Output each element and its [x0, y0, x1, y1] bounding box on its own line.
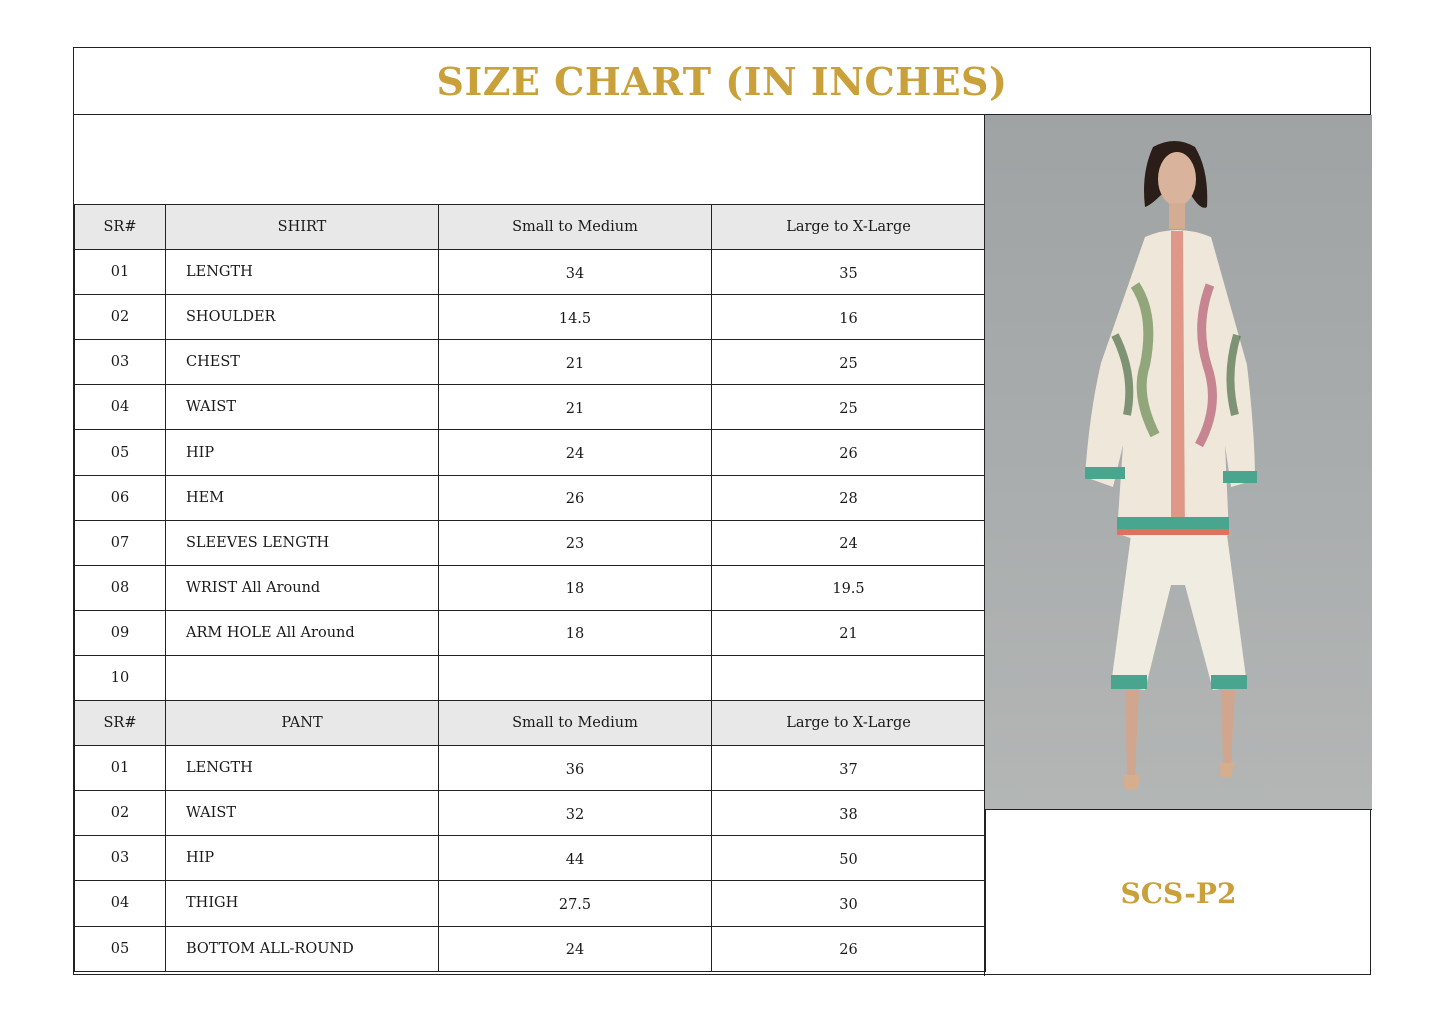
sr-cell: 01 [75, 250, 166, 295]
shirt-small-medium-header: Small to Medium [439, 205, 712, 250]
small-medium-value: 21 [439, 340, 712, 385]
small-medium-value: 36 [439, 746, 712, 791]
measurement-name: WRIST All Around [166, 565, 439, 610]
large-xlarge-value: 21 [712, 610, 986, 655]
sr-cell: 04 [75, 385, 166, 430]
blank-area [74, 115, 984, 204]
measurement-name: HEM [166, 475, 439, 520]
product-code-cell [984, 809, 1372, 976]
large-xlarge-value: 38 [712, 791, 986, 836]
size-chart-frame [73, 47, 1371, 975]
table-row [75, 926, 986, 971]
measurement-name: BOTTOM ALL-ROUND [166, 926, 439, 971]
measurement-name [166, 655, 439, 700]
sr-cell: 02 [75, 791, 166, 836]
small-medium-value: 34 [439, 250, 712, 295]
page-title: SIZE CHART (IN INCHES) [436, 58, 1008, 104]
measurement-name: SHOULDER [166, 295, 439, 340]
size-table [74, 204, 986, 972]
small-medium-value [439, 655, 712, 700]
table-row [75, 475, 986, 520]
measurement-name: HIP [166, 430, 439, 475]
sr-cell: 08 [75, 565, 166, 610]
measurement-name: LENGTH [166, 746, 439, 791]
table-row [75, 610, 986, 655]
measurement-name: SLEEVES LENGTH [166, 520, 439, 565]
large-xlarge-value [712, 655, 986, 700]
table-row [75, 746, 986, 791]
sr-cell: 07 [75, 520, 166, 565]
product-code: SCS-P2 [1120, 876, 1237, 910]
pant-large-xlarge-header: Large to X-Large [712, 701, 986, 746]
measurement-name: CHEST [166, 340, 439, 385]
large-xlarge-value: 50 [712, 836, 986, 881]
small-medium-value: 23 [439, 520, 712, 565]
shirt-header-row [75, 205, 986, 250]
measurement-name: WAIST [166, 385, 439, 430]
small-medium-value: 24 [439, 430, 712, 475]
shirt-item-header: SHIRT [166, 205, 439, 250]
small-medium-value: 24 [439, 926, 712, 971]
table-row [75, 250, 986, 295]
small-medium-value: 26 [439, 475, 712, 520]
sr-cell: 04 [75, 881, 166, 926]
sr-cell: 03 [75, 836, 166, 881]
measurement-name: HIP [166, 836, 439, 881]
table-row [75, 340, 986, 385]
large-xlarge-value: 25 [712, 340, 986, 385]
table-row [75, 295, 986, 340]
sr-cell: 01 [75, 746, 166, 791]
model-photo-image [985, 115, 1372, 810]
large-xlarge-value: 16 [712, 295, 986, 340]
table-row [75, 836, 986, 881]
large-xlarge-value: 37 [712, 746, 986, 791]
pant-item-header: PANT [166, 701, 439, 746]
large-xlarge-value: 25 [712, 385, 986, 430]
large-xlarge-value: 26 [712, 430, 986, 475]
small-medium-value: 32 [439, 791, 712, 836]
small-medium-value: 21 [439, 385, 712, 430]
size-table-body [75, 205, 986, 972]
sr-cell: 05 [75, 926, 166, 971]
small-medium-value: 18 [439, 565, 712, 610]
small-medium-value: 14.5 [439, 295, 712, 340]
sr-cell: 03 [75, 340, 166, 385]
sr-cell: 05 [75, 430, 166, 475]
large-xlarge-value: 30 [712, 881, 986, 926]
sr-cell: 02 [75, 295, 166, 340]
sr-cell: 06 [75, 475, 166, 520]
large-xlarge-value: 26 [712, 926, 986, 971]
large-xlarge-value: 28 [712, 475, 986, 520]
table-row [75, 791, 986, 836]
small-medium-value: 27.5 [439, 881, 712, 926]
measurement-name: THIGH [166, 881, 439, 926]
pant-header-row [75, 701, 986, 746]
table-row [75, 881, 986, 926]
large-xlarge-value: 19.5 [712, 565, 986, 610]
shirt-sr-header: SR# [75, 205, 166, 250]
measurement-name: WAIST [166, 791, 439, 836]
table-row [75, 520, 986, 565]
table-row [75, 430, 986, 475]
table-row [75, 655, 986, 700]
small-medium-value: 18 [439, 610, 712, 655]
title-bar [74, 48, 1370, 115]
large-xlarge-value: 35 [712, 250, 986, 295]
measurement-name: ARM HOLE All Around [166, 610, 439, 655]
table-row [75, 385, 986, 430]
pant-sr-header: SR# [75, 701, 166, 746]
table-row [75, 565, 986, 610]
pant-small-medium-header: Small to Medium [439, 701, 712, 746]
sr-cell: 09 [75, 610, 166, 655]
shirt-large-xlarge-header: Large to X-Large [712, 205, 986, 250]
sr-cell: 10 [75, 655, 166, 700]
large-xlarge-value: 24 [712, 520, 986, 565]
product-photo [984, 115, 1372, 810]
small-medium-value: 44 [439, 836, 712, 881]
measurement-name: LENGTH [166, 250, 439, 295]
